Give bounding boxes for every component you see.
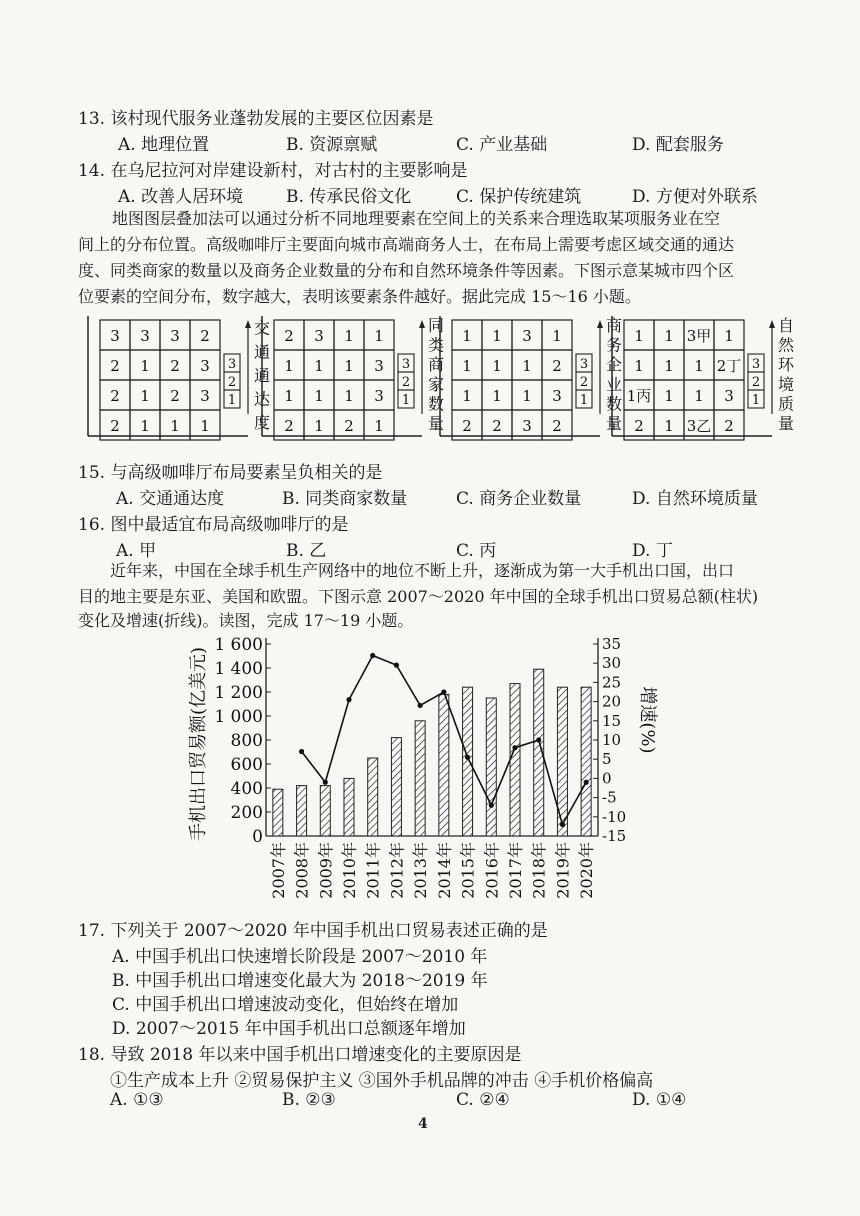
y-axis-label: 手机出口贸易额(亿美元) (188, 646, 209, 842)
grid-cell-value: 1 (200, 417, 210, 435)
grid-cell-value: 1 (344, 357, 354, 375)
q13-option-a: A. 地理位置 (118, 135, 210, 155)
left-tick-label: 1 200 (214, 683, 263, 703)
grid-legend-value: 2 (227, 375, 237, 390)
grid-cell-value: 2 (170, 387, 180, 405)
q16-option-d: D. 丁 (632, 541, 673, 561)
growth-point (418, 703, 423, 708)
grid-arrow-head (245, 320, 251, 328)
grid-cell-value: 1 (492, 387, 502, 405)
q14-option-d: D. 方便对外联系 (632, 187, 758, 207)
bar (510, 684, 520, 836)
grid-cell-value: 2 (170, 357, 180, 375)
grid-cell-value: 2丁 (716, 357, 742, 375)
grid-cell-value: 1 (140, 387, 150, 405)
phone-export-chart (180, 630, 660, 910)
grid-cell-value: 1 (664, 357, 674, 375)
grid-cell-value: 1 (664, 387, 674, 405)
x-tick-label: 2018年 (529, 842, 549, 899)
grid-cell-value: 1丙 (626, 387, 652, 405)
right-tick-label: 15 (602, 711, 622, 730)
q14-option-a: A. 改善人居环境 (118, 187, 244, 207)
right-tick-label: 10 (602, 731, 622, 749)
growth-point (584, 780, 589, 785)
x-tick-label: 2014年 (434, 842, 454, 899)
bar (273, 789, 283, 836)
right-tick-label: 30 (602, 654, 622, 673)
grid-cell-value: 3 (724, 387, 734, 405)
grid-cell-value: 3 (170, 327, 180, 345)
grid-cell-value: 1 (140, 417, 150, 435)
grid-legend-value: 2 (401, 375, 411, 390)
grid-cell-value: 2 (462, 417, 472, 435)
q17-option-b: B. 中国手机出口增速变化最大为 2018～2019 年 (112, 971, 488, 991)
left-tick-label: 1 600 (214, 635, 263, 655)
grid-title-char: 务 (605, 335, 623, 355)
growth-point (512, 745, 517, 750)
grid-cell-value: 2 (552, 417, 562, 435)
q16-stem: 16. 图中最适宜布局高级咖啡厅的是 (78, 515, 349, 535)
bar (415, 721, 425, 836)
x-tick-label: 2017年 (506, 842, 525, 899)
grid-cell-value: 1 (140, 357, 150, 375)
grid-cell-value: 2 (110, 417, 120, 435)
grid-cell-value: 3 (200, 387, 210, 405)
q15-option-a: A. 交通通达度 (116, 489, 225, 509)
right-tick-label: 25 (602, 673, 622, 692)
grid-title-char: 通 (253, 342, 271, 362)
left-tick-label: 400 (230, 779, 263, 799)
intro2-line-3: 变化及增速(折线)。读图，完成 17～19 小题。 (78, 611, 414, 630)
grid-title-char: 度 (253, 413, 271, 433)
grid-cell-value: 2 (284, 417, 294, 435)
grid-legend-value: 2 (579, 375, 589, 390)
page-number: 4 (418, 1116, 428, 1132)
left-tick-label: 1 000 (214, 707, 263, 727)
grid-title-char: 环 (777, 355, 795, 375)
x-tick-label: 2015年 (458, 842, 478, 899)
grid-legend-value: 2 (751, 375, 761, 390)
q13-stem: 13. 该村现代服务业蓬勃发展的主要区位因素是 (78, 109, 434, 129)
grid-cell-value: 3 (374, 387, 384, 405)
growth-point (299, 749, 304, 754)
grid-cell-value: 1 (284, 357, 294, 375)
q14-option-c: C. 保护传统建筑 (456, 187, 582, 207)
grid-title-char: 量 (777, 414, 795, 434)
x-tick-label: 2019年 (553, 842, 573, 899)
grid-cell-value: 1 (492, 357, 502, 375)
grid-cell-value: 1 (462, 357, 472, 375)
grid-cell-value: 3甲 (686, 327, 712, 345)
q13-option-c: C. 产业基础 (456, 135, 548, 155)
grid-cell-value: 1 (344, 327, 354, 345)
right-tick-label: 0 (602, 769, 612, 788)
left-tick-label: 200 (230, 803, 263, 823)
q18-option-d: D. ①④ (632, 1090, 687, 1110)
grid-title-char: 数 (427, 394, 445, 414)
growth-point (441, 689, 446, 694)
q13-option-d: D. 配套服务 (632, 135, 724, 155)
grid-title-char: 企 (605, 355, 623, 375)
grid-title-char: 境 (777, 374, 795, 394)
grid-title-char: 量 (605, 414, 623, 434)
bar (344, 778, 354, 836)
grid-legend-value: 3 (751, 357, 761, 372)
q17-option-a: A. 中国手机出口快速增长阶段是 2007～2010 年 (112, 947, 488, 967)
grid-cell-value: 2 (344, 417, 354, 435)
bar (581, 687, 591, 836)
right-tick-label: 20 (602, 692, 622, 711)
grid-cell-value: 2 (552, 357, 562, 375)
growth-point (370, 653, 375, 658)
grid-cell-value: 2 (634, 417, 644, 435)
grid-title-char: 类 (427, 335, 445, 355)
bar (297, 786, 307, 836)
q14-stem: 14. 在乌尼拉河对岸建设新村，对古村的主要影响是 (78, 161, 468, 181)
grid-title-char: 数 (605, 394, 623, 414)
q16-option-b: B. 乙 (286, 541, 327, 561)
right-tick-label: -15 (602, 827, 627, 845)
grid-cell-value: 1 (374, 327, 384, 345)
grid-cell-value: 1 (694, 357, 704, 375)
x-tick-label: 2009年 (316, 842, 336, 899)
grid-cell-value: 1 (634, 357, 644, 375)
q13-option-b: B. 资源禀赋 (286, 135, 378, 155)
intro1-line-3: 度、同类商家的数量以及商务企业数量的分布和自然环境条件等因素。下图示意某城市四个区 (78, 261, 735, 280)
grid-cell-value: 1 (552, 327, 562, 345)
grid-title-char: 同 (427, 315, 445, 335)
grid-cell-value: 1 (694, 387, 704, 405)
grid-title-char: 质 (777, 394, 795, 414)
q16-option-c: C. 丙 (456, 541, 497, 561)
grid-cell-value: 2 (110, 387, 120, 405)
grid-cell-value: 3 (200, 357, 210, 375)
grid-cell-value: 3 (374, 357, 384, 375)
grid-arrow-head (597, 320, 603, 328)
q18-option-c: C. ②④ (456, 1090, 510, 1110)
q16-option-a: A. 甲 (116, 541, 157, 561)
bar (368, 758, 378, 836)
grid-title-char: 量 (427, 414, 445, 434)
grid-cell-value: 3乙 (686, 417, 712, 435)
growth-point (560, 822, 565, 827)
right-tick-label: 5 (602, 750, 612, 769)
intro2-line-1: 近年来，中国在全球手机生产网络中的地位不断上升，逐渐成为第一大手机出口国，出口 (110, 561, 735, 580)
bar (320, 786, 330, 836)
grid-cell-value: 1 (170, 417, 180, 435)
grid-cell-value: 3 (522, 417, 532, 435)
location-factor-grids (0, 306, 860, 446)
grid-cell-value: 1 (492, 327, 502, 345)
x-tick-label: 2020年 (577, 842, 597, 899)
q15-option-d: D. 自然环境质量 (632, 489, 758, 509)
grid-cell-value: 1 (462, 387, 472, 405)
y2-axis-label: 增速(%) (637, 686, 658, 754)
grid-legend-value: 3 (579, 357, 589, 372)
q15-option-b: B. 同类商家数量 (282, 489, 408, 509)
grid-cell-value: 1 (314, 417, 324, 435)
grid-cell-value: 1 (462, 327, 472, 345)
grid-legend-value: 1 (579, 393, 589, 408)
q17-option-c: C. 中国手机出口增速波动变化，但始终在增加 (112, 995, 459, 1015)
intro2-line-2: 目的地主要是东亚、美国和欧盟。下图示意 2007～2020 年中国的全球手机出口贸易总额(柱状) (78, 587, 759, 606)
grid-cell-value: 1 (664, 417, 674, 435)
x-tick-label: 2012年 (387, 842, 407, 899)
grid-cell-value: 1 (374, 417, 384, 435)
bar (439, 694, 449, 836)
grid-cell-value: 3 (110, 327, 120, 345)
bar (391, 738, 401, 836)
grid-cell-value: 3 (140, 327, 150, 345)
right-tick-label: -10 (602, 807, 627, 826)
q15-option-c: C. 商务企业数量 (456, 489, 582, 509)
grid-cell-value: 2 (284, 327, 294, 345)
grid-title-char: 交 (253, 318, 271, 338)
grid-legend-value: 1 (401, 393, 411, 408)
grid-title-char: 业 (605, 374, 623, 394)
grid-arrow-head (419, 320, 425, 328)
grid-legend-value: 1 (751, 393, 761, 408)
grid-cell-value: 1 (724, 327, 734, 345)
bar (486, 698, 496, 836)
q18-items: ①生产成本上升 ②贸易保护主义 ③国外手机品牌的冲击 ④手机价格偏高 (110, 1071, 654, 1091)
left-tick-label: 0 (252, 827, 263, 847)
q17-option-d: D. 2007～2015 年中国手机出口总额逐年增加 (112, 1019, 466, 1039)
q18-stem: 18. 导致 2018 年以来中国手机出口增速变化的主要原因是 (78, 1045, 522, 1065)
grid-title-char: 然 (777, 335, 795, 355)
grid-cell-value: 2 (200, 327, 210, 345)
x-tick-label: 2007年 (268, 842, 288, 899)
growth-point (323, 780, 328, 785)
intro1-line-1: 地图图层叠加法可以通过分析不同地理要素在空间上的关系来合理选取某项服务业在空 (112, 209, 721, 228)
grid-cell-value: 2 (110, 357, 120, 375)
x-tick-label: 2008年 (292, 842, 312, 899)
grid-arrow-head (769, 320, 775, 328)
q14-option-b: B. 传承民俗文化 (286, 187, 412, 207)
grid-cell-value: 1 (522, 387, 532, 405)
growth-point (489, 803, 494, 808)
grid-cell-value: 1 (284, 387, 294, 405)
grid-title-char: 通 (253, 365, 271, 385)
x-tick-label: 2013年 (411, 842, 431, 899)
grid-cell-value: 2 (724, 417, 734, 435)
left-tick-label: 1 400 (214, 659, 263, 679)
grid-cell-value: 3 (552, 387, 562, 405)
x-tick-label: 2010年 (340, 842, 359, 899)
left-tick-label: 600 (230, 755, 263, 775)
growth-point (346, 697, 351, 702)
x-tick-label: 2011年 (363, 842, 383, 899)
grid-title-char: 达 (253, 389, 271, 409)
grid-cell-value: 1 (314, 357, 324, 375)
right-tick-label: -5 (602, 788, 617, 807)
q15-stem: 15. 与高级咖啡厅布局要素呈负相关的是 (78, 463, 383, 483)
q18-option-a: A. ①③ (110, 1090, 164, 1110)
intro1-line-2: 间上的分布位置。高级咖啡厅主要面向城市高端商务人士，在布局上需要考虑区域交通的通达 (78, 235, 735, 254)
left-tick-label: 800 (230, 731, 263, 751)
grid-cell-value: 1 (634, 327, 644, 345)
grid-cell-value: 3 (522, 327, 532, 345)
grid-cell-value: 1 (522, 357, 532, 375)
grid-legend-value: 3 (401, 357, 411, 372)
grid-cell-value: 1 (664, 327, 674, 345)
grid-legend-value: 1 (227, 393, 237, 408)
growth-point (394, 663, 399, 668)
x-tick-label: 2016年 (482, 842, 502, 899)
intro1-line-4: 位要素的空间分布，数字越大，表明该要素条件越好。据此完成 15～16 小题。 (78, 287, 641, 306)
grid-cell-value: 1 (344, 387, 354, 405)
grid-title-char: 商 (605, 315, 623, 335)
right-tick-label: 35 (602, 635, 622, 653)
bar (463, 687, 473, 836)
growth-point (536, 737, 541, 742)
grid-cell-value: 3 (314, 327, 324, 345)
grid-title-char: 自 (777, 315, 795, 335)
q17-stem: 17. 下列关于 2007～2020 年中国手机出口贸易表述正确的是 (78, 921, 548, 941)
grid-title-char: 家 (427, 374, 445, 394)
grid-legend-value: 3 (227, 357, 237, 372)
q18-option-b: B. ②③ (282, 1090, 336, 1110)
grid-title-char: 商 (427, 355, 445, 375)
grid-cell-value: 2 (492, 417, 502, 435)
growth-point (465, 755, 470, 760)
grid-cell-value: 1 (314, 387, 324, 405)
